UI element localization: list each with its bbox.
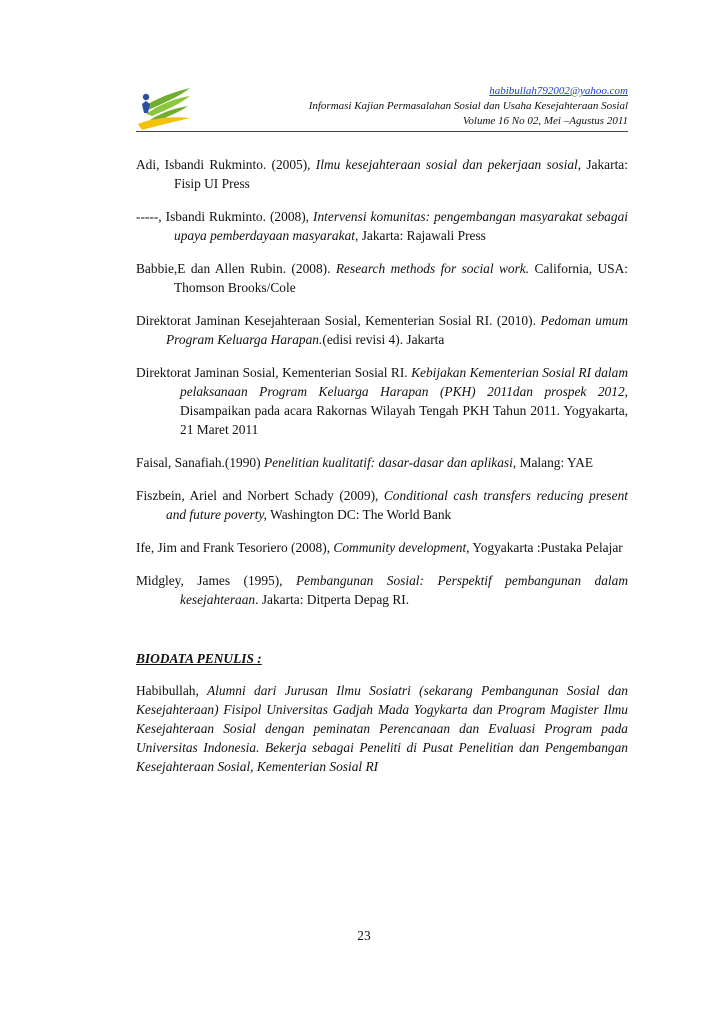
reference-item: -----, Isbandi Rukminto. (2008), Intervensi komunitas: pengembangan masyarakat sebagai upaya pemberdayaan masyarakat, Jakarta: Rajawali Press: [136, 209, 628, 243]
journal-logo-icon: [136, 84, 192, 130]
bio-paragraph: [136, 681, 628, 776]
header-text: [309, 84, 628, 129]
reference-item: Fiszbein, Ariel and Norbert Schady (2009), Conditional cash transfers reducing present and future poverty, Washington DC: The World Bank: [136, 488, 628, 522]
reference-item: Faisal, Sanafiah.(1990) Penelitian kualitatif: dasar-dasar dan aplikasi, Malang: YAE: [136, 455, 594, 470]
reference-item: Direktorat Jaminan Sosial, Kementerian Sosial RI. Kebijakan Kementerian Sosial RI dalam pelaksanaan Program Keluarga Harapan (PKH) 2011dan prospek 2012, Disampaikan pada acara Rakornas Wilayah Tengah PKH Tahun 2011. Yogyakarta, 21 Maret 2011: [136, 365, 628, 437]
reference-item: Direktorat Jaminan Kesejahteraan Sosial, Kementerian Sosial RI. (2010). Pedoman umum Program Keluarga Harapan.(edisi revisi 4). Jakarta: [136, 313, 629, 347]
journal-title: Informasi Kajian Permasalahan Sosial dan Usaha Kesejahteraan Sosial: [308, 100, 628, 112]
header-divider: [136, 131, 628, 132]
author-name: Habibullah,: [136, 683, 199, 698]
reference-item: Babbie,E dan Allen Rubin. (2008). Research methods for social work. California, USA: Thomson Brooks/Cole: [136, 261, 629, 295]
page-number: 23: [357, 928, 371, 943]
reference-list: [136, 155, 628, 623]
reference-item: Midgley, James (1995), Pembangunan Sosial: Perspektif pembangunan dalam kesejahteraan. Jakarta: Ditperta Depag RI.: [136, 573, 628, 607]
reference-item: Adi, Isbandi Rukminto. (2005), Ilmu kesejahteraan sosial dan pekerjaan sosial, Jakarta: Fisip UI Press: [136, 157, 628, 191]
reference-item: Ife, Jim and Frank Tesoriero (2008), Community development, Yogyakarta :Pustaka Pelajar: [136, 540, 623, 555]
page-header: [136, 84, 628, 132]
bio-text: Alumni dari Jurusan Ilmu Sosiatri (sekarang Pembangunan Sosial dan Kesejahteraan) Fisipol Universitas Gadjah Mada Yogykarta dan Program Magister Ilmu Kesejahteraan Sosial dengan peminatan Perencanaan dan Evaluasi Program pada Universitas Indonesia. Bekerja sebagai Peneliti di Pusat Penelitian dan Pengembangan Kesejahteraan Sosial, Kementerian Sosial RI: [136, 683, 628, 774]
journal-volume: Volume 16 No 02, Mei –Agustus 2011: [462, 115, 628, 127]
author-email[interactable]: habibullah792002@yahoo.com: [489, 85, 628, 97]
bio-heading: BIODATA PENULIS :: [136, 651, 262, 666]
